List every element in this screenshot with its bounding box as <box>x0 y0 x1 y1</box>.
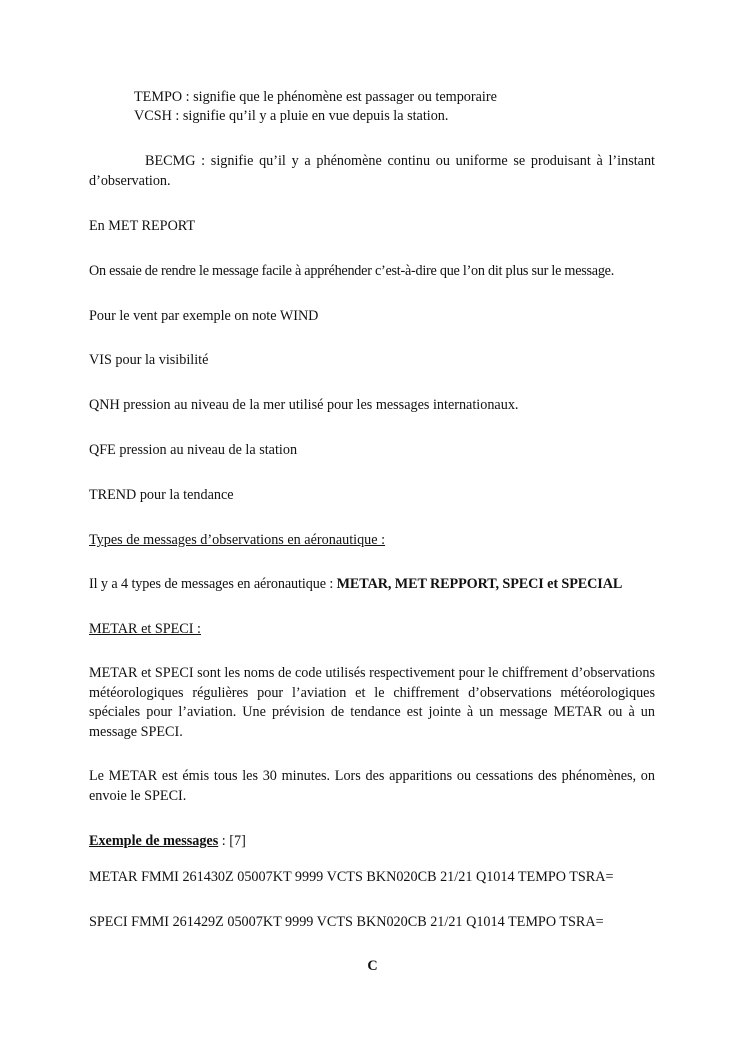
qfe-line: QFE pression au niveau de la station <box>89 442 298 458</box>
wind-line: Pour le vent par exemple on note WIND <box>89 308 319 324</box>
speci-example: SPECI FMMI 261429Z 05007KT 9999 VCTS BKN020CB 21/21 Q1014 TEMPO TSRA= <box>89 914 604 930</box>
examples-line <box>89 832 655 851</box>
types-heading: Types de messages d’observations en aéronautique : <box>89 532 386 548</box>
met-report-heading: En MET REPORT <box>89 218 196 234</box>
examples-reference: : [7] <box>218 833 246 849</box>
metar-speci-heading: METAR et SPECI : <box>89 621 201 637</box>
metar-speci-paragraph: METAR et SPECI sont les noms de code utilisés respectivement pour le chiffrement d’observations météorologiques régulières pour l’aviation et le chiffrement d’observations météorologiques spéciales pour l’aviation. Une prévision de tendance est jointe à un message METAR ou à un message SPECI. <box>89 665 655 741</box>
met-report-intro: On essaie de rendre le message facile à appréhender c’est-à-dire que l’on dit plus sur le message. <box>89 263 615 279</box>
becmg-definition: BECMG : signifie qu’il y a phénomène continu ou uniforme se produisant à l’instant d’observation. <box>89 153 655 189</box>
types-paragraph <box>89 575 655 594</box>
examples-heading: Exemple de messages <box>89 833 219 849</box>
qnh-line: QNH pression au niveau de la mer utilisé pour les messages internationaux. <box>89 397 519 413</box>
tempo-definition: TEMPO : signifie que le phénomène est passager ou temporaire <box>134 89 497 105</box>
types-intro: Il y a 4 types de messages en aéronautique : <box>89 576 337 592</box>
vis-line: VIS pour la visibilité <box>89 352 209 368</box>
types-list: METAR, MET REPPORT, SPECI et SPECIAL <box>336 576 623 592</box>
metar-timing-paragraph: Le METAR est émis tous les 30 minutes. Lors des apparitions ou cessations des phénomènes, on envoie le SPECI. <box>89 768 655 804</box>
page-marker: C <box>367 958 378 974</box>
metar-example: METAR FMMI 261430Z 05007KT 9999 VCTS BKN020CB 21/21 Q1014 TEMPO TSRA= <box>89 869 614 885</box>
vcsh-definition: VCSH : signifie qu’il y a pluie en vue depuis la station. <box>134 108 449 124</box>
trend-line: TREND pour la tendance <box>89 487 234 503</box>
